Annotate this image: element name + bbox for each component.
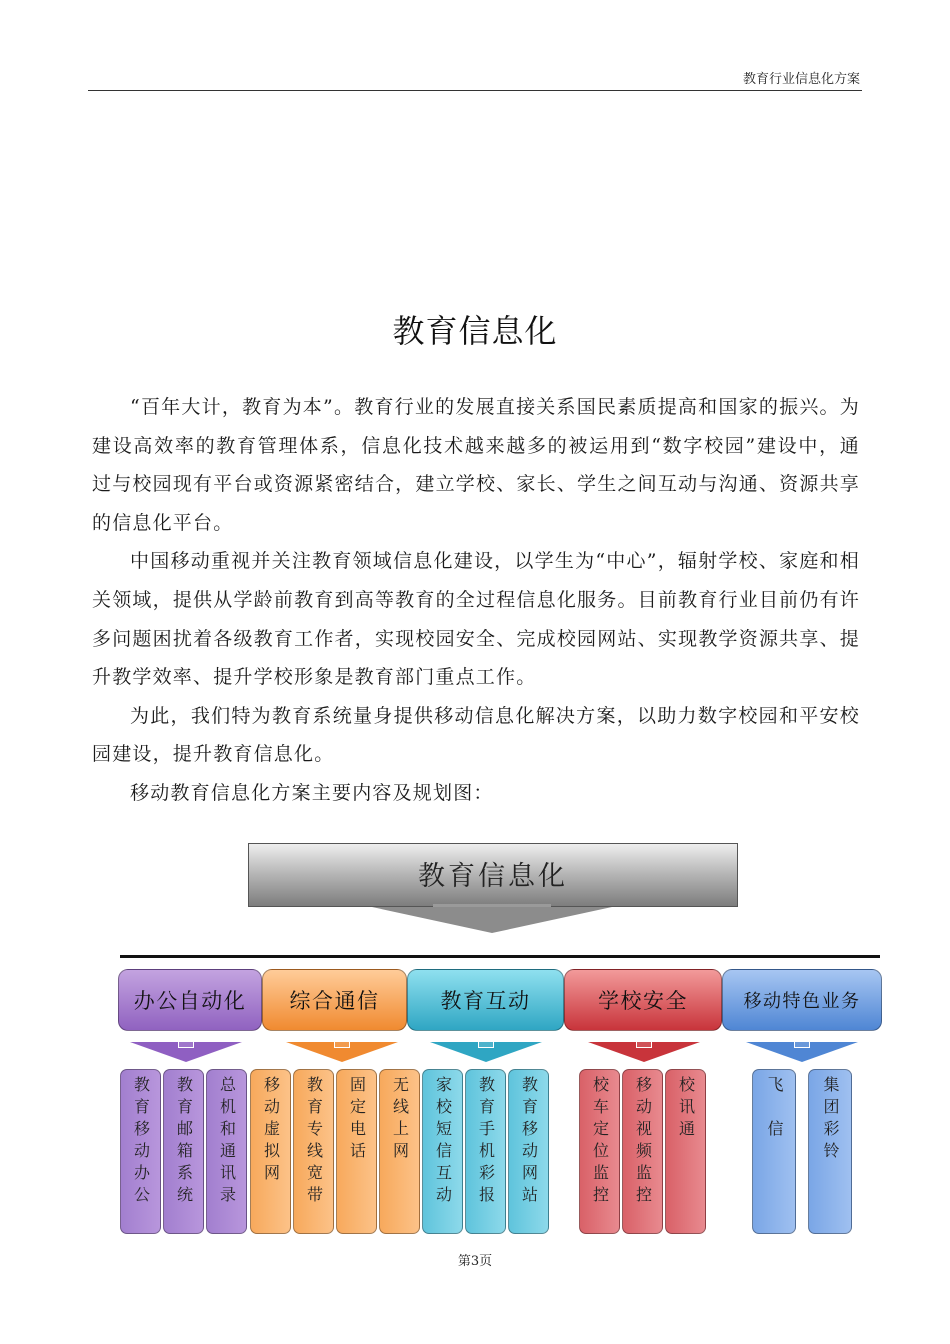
item-label: 固定电话	[347, 1076, 367, 1164]
item-label: 教育手机彩报	[476, 1076, 496, 1208]
item-label: 无线上网	[390, 1076, 410, 1164]
item-box	[293, 1069, 334, 1234]
item-label: 移动视频监控	[633, 1076, 653, 1208]
monitor-icon	[178, 1036, 194, 1048]
monitor-icon	[794, 1036, 810, 1048]
category-mobile-featured-services	[722, 969, 882, 1031]
header-title: 教育行业信息化方案	[742, 72, 860, 87]
category-label: 教育互动	[440, 989, 531, 1013]
page-header	[88, 62, 862, 91]
item-label: 教育移动办公	[131, 1076, 151, 1208]
item-label: 教育移动网站	[519, 1076, 539, 1208]
item-box	[622, 1069, 663, 1234]
item-box	[422, 1069, 463, 1234]
category-office-automation	[118, 969, 262, 1031]
item-box	[379, 1069, 420, 1234]
paragraph-3: 为此，我们特为教育系统量身提供移动信息化解决方案，以助力数字校园和平安校园建设，提升教育信息化。	[92, 704, 860, 766]
page-number: 第3页	[457, 1254, 493, 1269]
banner-down-arrow-icon	[372, 907, 612, 933]
body-text	[92, 388, 860, 813]
monitor-icon	[636, 1036, 652, 1048]
item-label: 移动虚拟网	[261, 1076, 281, 1186]
item-label: 校讯通	[676, 1076, 696, 1142]
item-box	[206, 1069, 247, 1234]
paragraph-2: 中国移动重视并关注教育领域信息化建设，以学生为“中心”，辐射学校、家庭和相关领域，提供从学龄前教育到高等教育的全过程信息化服务。目前教育行业目前仍有许多问题困扰着各级教育工作者，实现校园安全、完成校园网站、实现教学资源共享、提升教学效率、提升学校形象是教育部门重点工作。	[92, 550, 860, 689]
item-label: 集团彩铃	[821, 1076, 840, 1164]
category-label: 学校安全	[598, 989, 688, 1013]
item-box	[808, 1069, 852, 1234]
category-education-interaction	[407, 969, 564, 1031]
item-box	[579, 1069, 620, 1234]
category-label: 综合通信	[289, 989, 380, 1013]
document-title: 教育信息化	[392, 312, 558, 350]
diagram-divider-line	[120, 955, 880, 958]
item-box	[508, 1069, 549, 1234]
category-label: 移动特色业务	[743, 991, 861, 1012]
paragraph-1: “百年大计，教育为本”。教育行业的发展直接关系国民素质提高和国家的振兴。为建设高效率的教育管理体系，信息化技术越来越多的被运用到“数字校园”建设中，通过与校园现有平台或资源紧密结合，建立学校、家长、学生之间互动与沟通、资源共享的信息化平台。	[92, 396, 860, 534]
item-box	[163, 1069, 204, 1234]
item-label: 教育邮箱系统	[174, 1076, 194, 1208]
category-integrated-communication	[262, 969, 407, 1031]
category-school-safety	[564, 969, 722, 1031]
monitor-icon	[334, 1036, 350, 1048]
item-box	[120, 1069, 161, 1234]
item-box	[250, 1069, 291, 1234]
item-box	[752, 1069, 796, 1234]
item-label: 家校短信互动	[433, 1076, 453, 1208]
monitor-icon	[478, 1036, 494, 1048]
item-label: 飞 信	[765, 1076, 784, 1142]
item-box	[665, 1069, 706, 1234]
item-label: 校车定位监控	[590, 1076, 610, 1208]
diagram-banner	[248, 843, 738, 907]
item-label: 总机和通讯录	[217, 1076, 237, 1208]
category-label: 办公自动化	[133, 989, 247, 1013]
item-label: 教育专线宽带	[304, 1076, 324, 1208]
paragraph-4: 移动教育信息化方案主要内容及规划图：	[130, 781, 494, 804]
item-box	[465, 1069, 506, 1234]
item-box	[336, 1069, 377, 1234]
diagram-banner-label: 教育信息化	[418, 861, 568, 892]
